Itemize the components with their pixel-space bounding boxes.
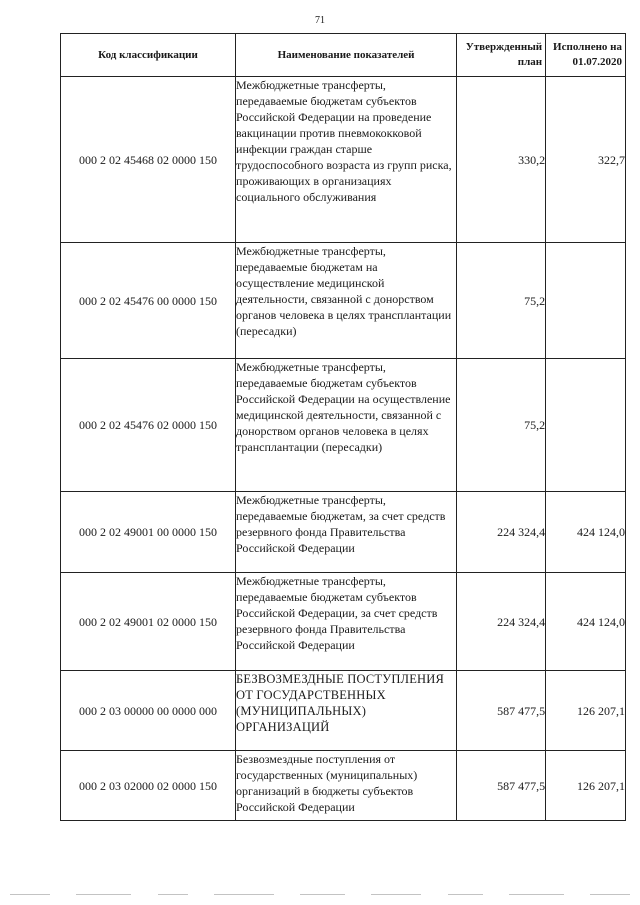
row-code: 000 2 02 45476 02 0000 150: [61, 359, 236, 492]
budget-table: [60, 33, 626, 821]
table-row: [61, 359, 626, 492]
row-plan: 75,2: [457, 243, 546, 359]
table-row: [61, 671, 626, 751]
row-name: Безвозмездные поступления от государственных (муниципальных) организаций в бюджеты субъектов Российской Федерации: [236, 751, 457, 821]
row-done: [546, 359, 626, 492]
row-code: 000 2 02 49001 02 0000 150: [61, 573, 236, 671]
table-header-row: [61, 34, 626, 77]
scan-artifact-line: [0, 894, 640, 898]
row-code: 000 2 02 45468 02 0000 150: [61, 77, 236, 243]
row-name: Межбюджетные трансферты, передаваемые бюджетам субъектов Российской Федерации, за счет средств резервного фонда Правительства Российской Федерации: [236, 573, 457, 671]
header-code: Код классификации: [61, 34, 236, 77]
row-code: 000 2 03 02000 02 0000 150: [61, 751, 236, 821]
row-code: 000 2 02 45476 00 0000 150: [61, 243, 236, 359]
row-name: Межбюджетные трансферты, передаваемые бюджетам на осуществление медицинской деятельности, связанной с донорством органов человека в целях трансплантации (пересадки): [236, 243, 457, 359]
table-row: [61, 77, 626, 243]
row-plan: 75,2: [457, 359, 546, 492]
row-plan: 224 324,4: [457, 573, 546, 671]
row-code: 000 2 03 00000 00 0000 000: [61, 671, 236, 751]
row-done: 126 207,1: [546, 751, 626, 821]
row-done: 424 124,0: [546, 573, 626, 671]
row-done: 424 124,0: [546, 492, 626, 573]
header-plan: Утвержденный план: [457, 34, 546, 77]
row-name: Межбюджетные трансферты, передаваемые бюджетам субъектов Российской Федерации на осуществление медицинской деятельности, связанной с донорством органов человека в целях трансплантации (пересадки): [236, 359, 457, 492]
row-done: 322,7: [546, 77, 626, 243]
header-done: Исполнено на 01.07.2020: [546, 34, 626, 77]
row-name: Межбюджетные трансферты, передаваемые бюджетам субъектов Российской Федерации на проведение вакцинации против пневмококковой инфекции граждан старше трудоспособного возраста из групп риска, проживающих в организациях социального обслуживания: [236, 77, 457, 243]
row-plan: 587 477,5: [457, 751, 546, 821]
row-name: Межбюджетные трансферты, передаваемые бюджетам, за счет средств резервного фонда Правительства Российской Федерации: [236, 492, 457, 573]
table-row: [61, 243, 626, 359]
table-row: [61, 573, 626, 671]
row-plan: 330,2: [457, 77, 546, 243]
row-plan: 587 477,5: [457, 671, 546, 751]
table-row: [61, 492, 626, 573]
row-done: 126 207,1: [546, 671, 626, 751]
row-done: [546, 243, 626, 359]
table-row: [61, 751, 626, 821]
page-number: 71: [315, 15, 325, 26]
row-name: БЕЗВОЗМЕЗДНЫЕ ПОСТУПЛЕНИЯ ОТ ГОСУДАРСТВЕННЫХ (МУНИЦИПАЛЬНЫХ) ОРГАНИЗАЦИЙ: [236, 671, 457, 751]
row-plan: 224 324,4: [457, 492, 546, 573]
header-name: Наименование показателей: [236, 34, 457, 77]
row-code: 000 2 02 49001 00 0000 150: [61, 492, 236, 573]
